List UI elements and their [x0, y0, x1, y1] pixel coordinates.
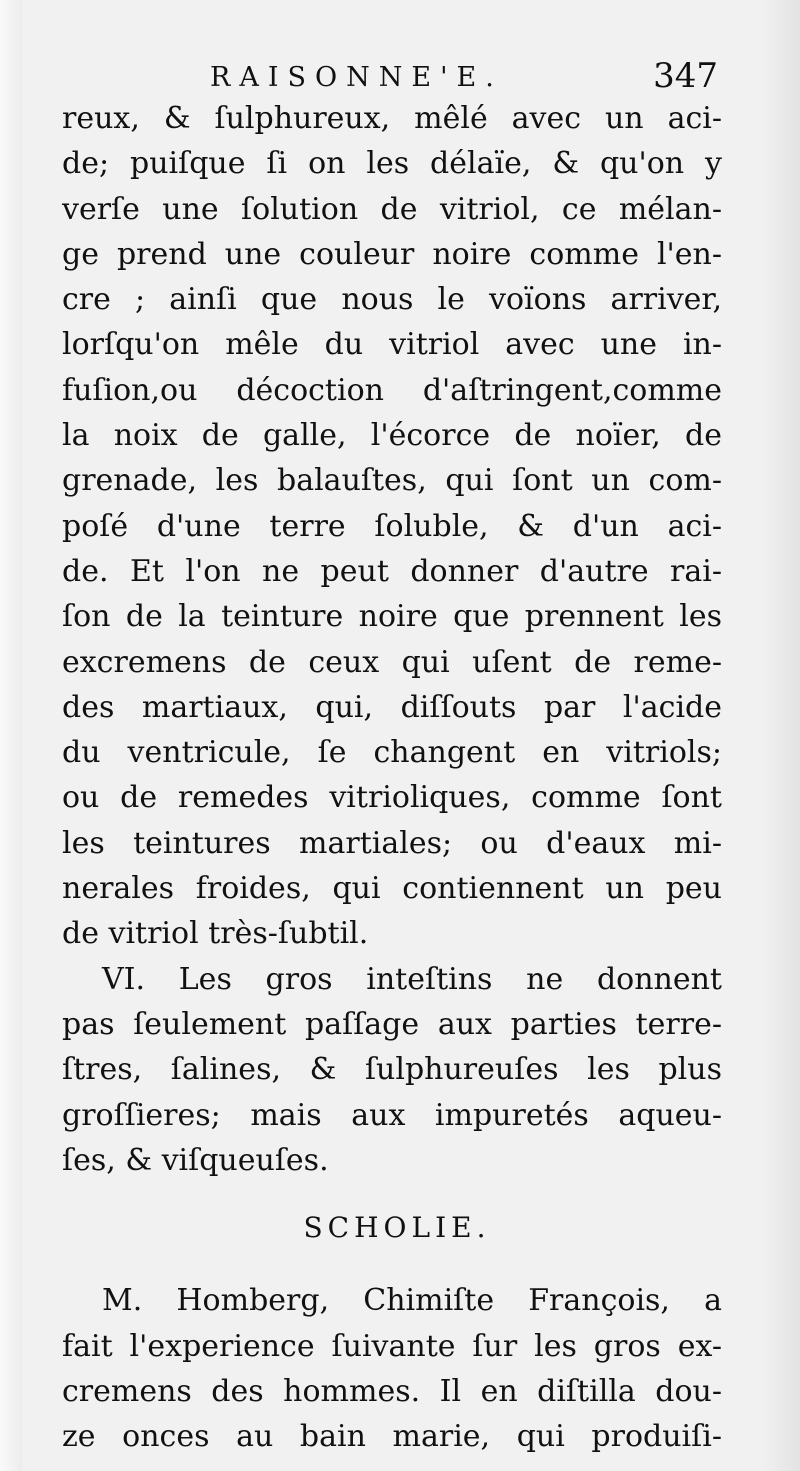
running-head: RAISONNE'E.: [210, 62, 503, 93]
text-line: la noix de galle, l'écorce de noïer, de: [62, 418, 722, 454]
text-line: poſé d'une terre ſoluble, & d'un aci-: [62, 508, 722, 544]
body-text: [62, 96, 722, 1460]
text-line: ſtres, ſalines, & ſulphureuſes les plus: [62, 1052, 722, 1088]
text-line: cre ; ainſi que nous le voïons arriver,: [62, 282, 722, 318]
text-line: pas ſeulement paſſage aux parties terre-: [62, 1006, 722, 1042]
text-line: VI. Les gros inteſtins ne donnent: [102, 961, 722, 997]
text-line: fuſion,ou décoction d'aſtringent,comme: [62, 372, 722, 408]
spacer: [62, 1183, 722, 1205]
text-line: M. Homberg, Chimiſte François, a: [102, 1283, 722, 1319]
paragraph-2: [62, 957, 722, 1183]
text-line: lorſqu'on mêle du vitriol avec une in-: [62, 327, 722, 363]
text-line: ge prend une couleur noire comme l'en-: [62, 236, 722, 272]
text-line: ou de remedes vitrioliques, comme ſont: [62, 780, 722, 816]
text-line: cremens des hommes. Il en diſtilla dou-: [62, 1374, 722, 1410]
text-line: de vitriol très-ſubtil.: [62, 916, 369, 952]
text-line: ſon de la teinture noire que prennent les: [62, 599, 722, 635]
text-line: verſe une ſolution de vitriol, ce mélan-: [62, 191, 722, 227]
text-line: de; puiſque ſi on les délaïe, & qu'on y: [62, 146, 722, 182]
text-line: excremens de ceux qui uſent de reme-: [62, 644, 722, 680]
text-line: du ventricule, ſe changent en vitriols;: [62, 735, 722, 771]
paragraph-1: [62, 96, 722, 957]
spacer: [62, 1250, 722, 1278]
text-line: des martiaux, qui, diſſouts par l'acide: [62, 689, 722, 725]
text-line: reux, & ſulphureux, mêlé avec un aci-: [62, 101, 722, 136]
paragraph-3: [62, 1278, 722, 1459]
text-line: groſſieres; mais aux impuretés aqueu-: [62, 1097, 722, 1133]
text-line: les teintures martiales; ou d'eaux mi-: [62, 825, 722, 861]
text-line: de. Et l'on ne peut donner d'autre rai-: [62, 553, 722, 589]
text-line: ſes, & viſqueuſes.: [62, 1142, 329, 1178]
text-line: nerales froides, qui contiennent un peu: [62, 871, 722, 907]
text-line: fait l'experience ſuivante ſur les gros ex-: [62, 1328, 722, 1364]
section-heading: SCHOLIE.: [303, 1211, 491, 1245]
page-number: 347: [653, 56, 718, 96]
text-line: grenade, les balauſtes, qui ſont un com-: [62, 463, 722, 499]
text-line: ze onces au bain marie, qui produiſi-: [62, 1419, 722, 1455]
